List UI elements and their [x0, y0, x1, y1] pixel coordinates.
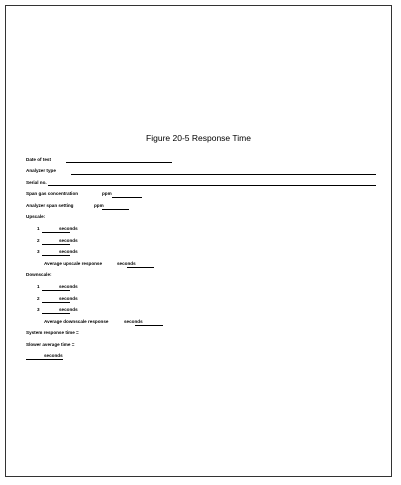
- date-of-test-label: Date of test: [26, 157, 52, 162]
- slower-average-seconds: seconds: [44, 353, 63, 358]
- downscale-1-seconds: seconds: [59, 284, 78, 289]
- analyzer-type-field[interactable]: [71, 174, 376, 175]
- upscale-3-field[interactable]: [42, 255, 70, 256]
- date-of-test-field[interactable]: [66, 162, 172, 163]
- downscale-2-number: 2: [37, 296, 40, 301]
- avg-upscale-label: Average upscale response: [44, 261, 103, 266]
- upscale-2-seconds: seconds: [59, 238, 78, 243]
- form-page: [5, 5, 392, 477]
- downscale-3-seconds: seconds: [59, 307, 78, 312]
- downscale-2-field[interactable]: [42, 302, 70, 303]
- downscale-1-number: 1: [37, 284, 40, 289]
- analyzer-type-label: Analyzer type: [26, 168, 56, 173]
- upscale-1-field[interactable]: [42, 232, 70, 233]
- avg-upscale-field[interactable]: [127, 267, 154, 268]
- upscale-3-number: 3: [37, 249, 40, 254]
- upscale-1-number: 1: [37, 226, 40, 231]
- upscale-3-seconds: seconds: [59, 249, 78, 254]
- form-title: Figure 20-5 Response Time: [146, 133, 251, 143]
- span-setting-label: Analyzer span setting: [26, 203, 74, 208]
- span-setting-field[interactable]: [102, 209, 129, 210]
- avg-downscale-field[interactable]: [135, 325, 163, 326]
- downscale-2-seconds: seconds: [59, 296, 78, 301]
- downscale-3-field[interactable]: [42, 313, 70, 314]
- avg-downscale-label: Average downscale response: [44, 319, 109, 324]
- span-setting-unit: ppm: [94, 203, 104, 208]
- span-gas-label: Span gas concentration: [26, 191, 79, 196]
- span-gas-field[interactable]: [112, 197, 142, 198]
- serial-no-field[interactable]: [48, 185, 376, 186]
- slower-average-field[interactable]: [26, 359, 63, 360]
- upscale-2-field[interactable]: [42, 244, 70, 245]
- downscale-label: Downscale:: [26, 272, 52, 277]
- serial-no-label: Serial no.: [26, 180, 47, 185]
- avg-downscale-seconds: seconds: [124, 319, 143, 324]
- slower-average-label: Slower average time =: [26, 342, 75, 347]
- span-gas-unit: ppm: [102, 191, 112, 196]
- upscale-2-number: 2: [37, 238, 40, 243]
- upscale-label: Upscale:: [26, 214, 46, 219]
- downscale-1-field[interactable]: [42, 290, 70, 291]
- system-response-label: System response time =: [26, 330, 79, 335]
- upscale-1-seconds: seconds: [59, 226, 78, 231]
- downscale-3-number: 3: [37, 307, 40, 312]
- avg-upscale-seconds: seconds: [117, 261, 136, 266]
